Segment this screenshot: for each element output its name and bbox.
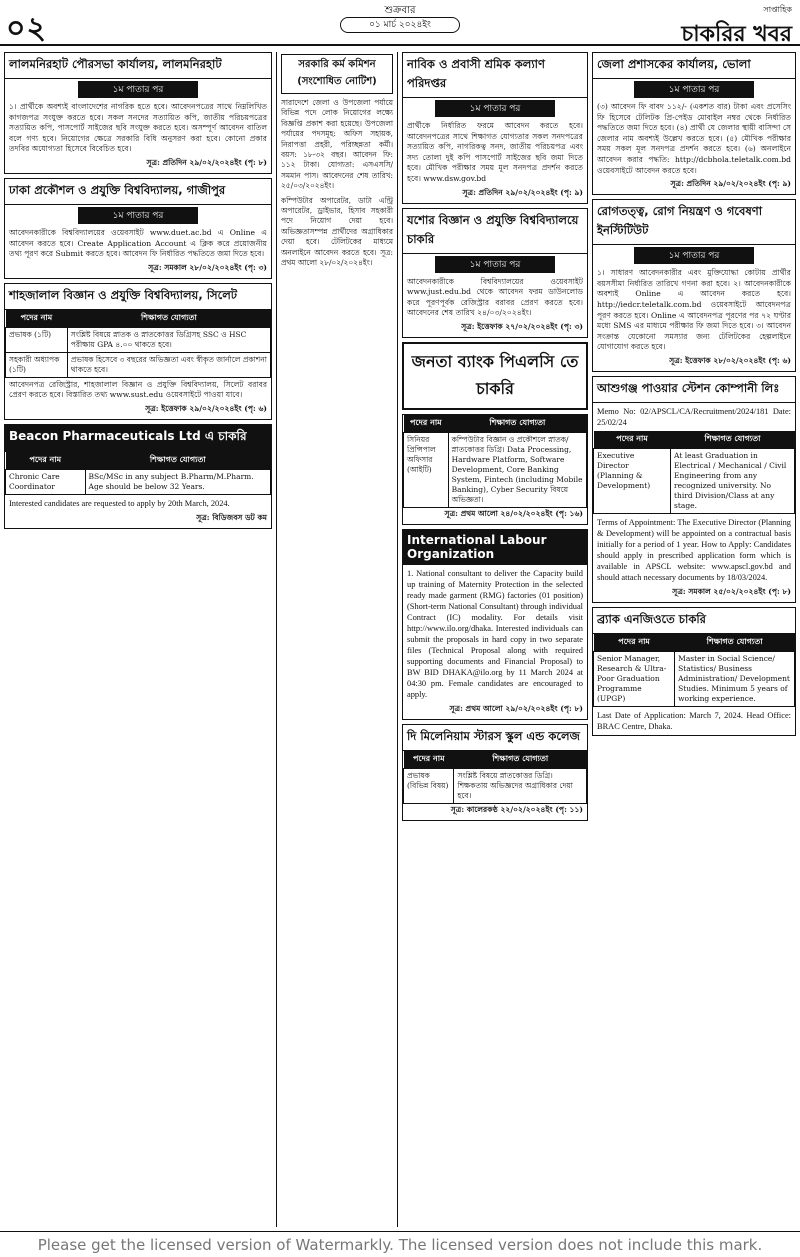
jobs-table	[593, 634, 795, 707]
ad-title: লালমনিরহাট পৌরসভা কার্যালয়, লালমনিরহাট	[5, 53, 271, 79]
ad-body: ১। প্রার্থীকে অবশ্যই বাংলাদেশের নাগরিক হতে হবে। আবেদনপত্রের সাথে নিম্নলিখিত কাগজপত্র সংযুক্ত করতে হবে। সকল সনদের সত্যায়িত কপি, জাতীয় পরিচয়পত্রের সত্যায়িত কপি, পাসপোর্ট সাইজের ছবি সংযুক্ত করতে হবে। অসম্পূর্ণ আবেদন বাতিল বলে গণ্য হবে। নিয়োগের ক্ষেত্রে সরকারি বিধি অনুসরণ করা হবে। কোনো প্রকার তদবির অযোগ্যতা হিসেবে বিবেচিত হবে।	[9, 102, 267, 154]
ad-body: 1. National consultant to deliver the Capacity build up training of Maternity Protection in the selected ready made garment (RMG) factories (01 position) (Short-term National Consultant) through individual Contract (IC) modality. For details visit http://www.ilo.org/dhaka. Interested individuals can submit the proposals in hard copy in two separate files (Technical Proposal along with required supporting documents and Financial Proposal) to BW BID DHAKA@ilo.org by 11 March 2024 at 04:30 pm. Female candidates are encouraged to apply.	[407, 568, 583, 699]
ad-sust	[4, 283, 272, 420]
qual-cell: সংশ্লিষ্ট বিষয়ে স্নাতকোত্তর ডিগ্রি। শিক্ষকতায় অভিজ্ঞদের অগ্রাধিকার দেয়া হবে।	[454, 768, 587, 803]
ad-ashuganj	[592, 376, 796, 603]
ad-title: ব্র্যাক এনজিওতে চাকরি	[593, 608, 795, 634]
ad-brac	[592, 607, 796, 736]
ad-source: সূত্র: কালেরকণ্ঠ ২২/০২/২০২৪ইং (পৃ: ১১)	[450, 804, 583, 814]
ad-source: সূত্র: প্রতিদিন ২৯/০২/২০২৪ইং (পৃ: ৮)	[146, 157, 267, 167]
col-header-qual: শিক্ষাগত যোগ্যতা	[448, 415, 586, 433]
ad-title: দি মিলেনিয়াম স্টারস স্কুল এন্ড কলেজ	[403, 725, 587, 751]
ad-iedcr	[592, 199, 796, 372]
ad-title: International Labour Organization	[403, 530, 587, 565]
jobs-table	[593, 431, 795, 514]
jobs-table	[5, 452, 271, 495]
ad-title: যশোর বিজ্ঞান ও প্রযুক্তি বিশ্ববিদ্যালয়ে চাকরি	[403, 209, 587, 254]
post-cell: সহকারী অধ্যাপক (১টি)	[6, 352, 68, 377]
ad-body: (৩) আবেদন ফি বাবদ ১১২/- (একশত বার) টাকা এবং প্রসেসিং ফি হিসেবে টেলিটক প্রি-পেইড মোবাইল নম্বর থেকে নির্ধারিত পদ্ধতিতে জমা দিতে হবে। (৪) প্রার্থী যে জেলার স্থায়ী বাসিন্দা সে জেলার নাম অবশ্যই উল্লেখ করতে হবে। (৫) মৌখিক পরীক্ষার সময় সকল মূল সনদপত্র প্রদর্শন করতে হবে। (৬) অনলাইনে আবেদন করার পদ্ধতি: http://dcbhola.teletalk.com.bd ওয়েবসাইটে আবেদন করতে হবে।	[597, 102, 791, 175]
ad-body: আবেদনকারীকে বিশ্ববিদ্যালয়ের ওয়েবসাইট www.just.edu.bd থেকে আবেদন ফরম ডাউনলোড করে পূরণপূর্বক রেজিস্ট্রার বরাবর প্রেরণ করতে হবে। আবেদনের শেষ তারিখ ২৪/০৩/২০২৪ইং।	[407, 276, 583, 318]
table-row	[404, 768, 587, 803]
ad-bhola	[592, 52, 796, 195]
table-row	[404, 432, 587, 507]
col-header-qual: শিক্ষাগত যোগ্যতা	[454, 751, 587, 769]
post-cell: সিনিয়র প্রিন্সিপাল অফিসার (আইটি)	[404, 432, 449, 507]
page-number: ০২	[6, 11, 48, 46]
post-cell: Executive Director (Planning & Development)	[594, 448, 671, 513]
post-cell: প্রভাষক (১টি)	[6, 327, 68, 352]
ad-janata	[402, 414, 588, 525]
notice-title: সরকারি কর্ম কমিশন (সংশোধিত নোটিশ)	[281, 54, 393, 94]
col-header-qual: শিক্ষাগত যোগ্যতা	[671, 431, 795, 449]
jobs-table	[403, 415, 587, 508]
continued-label: ১ম পাতার পর	[435, 100, 555, 117]
col-header-post: পদের নাম	[404, 751, 454, 769]
page-header	[0, 0, 800, 46]
col-header-qual: শিক্ষাগত যোগ্যতা	[67, 310, 270, 328]
ad-title: জেলা প্রশাসকের কার্যালয়, ভোলা	[593, 53, 795, 79]
ad-title: Beacon Pharmaceuticals Ltd এ চাকরি	[5, 425, 271, 452]
col-header-post: পদের নাম	[404, 415, 449, 433]
jobs-table	[5, 310, 271, 378]
qual-cell: সংশ্লিষ্ট বিষয়ে স্নাতক ও স্নাতকোত্তর ডিগ্রিসহ SSC ও HSC পরীক্ষায় GPA ৪.০০ থাকতে হবে।	[67, 327, 270, 352]
ad-title: রোগতত্ত্ব, রোগ নিয়ন্ত্রণ ও গবেষণা ইনস্টিটিউট	[593, 200, 795, 245]
post-cell: Chronic Care Coordinator	[6, 469, 86, 494]
ad-body: Interested candidates are requested to apply by 20th March, 2024.	[9, 498, 230, 508]
col-header-post: পদের নাম	[594, 431, 671, 449]
column-center	[402, 52, 588, 1227]
ad-duet	[4, 178, 272, 279]
table-row	[6, 327, 271, 352]
ad-source: সূত্র: প্রথম আলো ২৪/০২/২০২৪ইং (পৃ: ১৬)	[444, 508, 583, 518]
jobs-table	[403, 751, 587, 804]
ad-source: সূত্র: ইত্তেফাক ২৯/০২/২০২৪ইং (পৃ: ৬)	[145, 403, 267, 413]
notice-body: সারাদেশে জেলা ও উপজেলা পর্যায়ে বিভিন্ন পদে লোক নিয়োগের লক্ষ্যে বিজ্ঞপ্তি প্রকাশ করা হয়েছে। উপজেলা পর্যায়ের পদসমূহ: অফিস সহায়ক, নিরাপত্তা প্রহরী, পরিচ্ছন্নতা কর্মী। বয়স: ১৮-৩২ বছর। আবেদন ফি: ১১২ টাকা। যোগ্যতা: এসএসসি/সমমান পাস। আবেদনের শেষ তারিখ: ২৫/০৩/২০২৪ইং।	[281, 98, 393, 191]
table-row	[594, 651, 795, 706]
table-row	[6, 352, 271, 377]
watermark-banner: Please get the licensed version of Watermarkly. The licensed version does not include this mark.	[0, 1231, 800, 1257]
col-header-qual: শিক্ষাগত যোগ্যতা	[85, 452, 270, 470]
ad-body: আবেদনকারীকে বিশ্ববিদ্যালয়ের ওয়েবসাইট www.duet.ac.bd এ Online এ আবেদন করতে হবে। Create Application Account এ ক্লিক করে প্রয়োজনীয় তথ্য পূরণ করে Submit করতে হবে। আবেদন ফি নির্ধারিত পদ্ধতিতে জমা দিতে হবে।	[9, 227, 267, 259]
table-row	[6, 469, 271, 494]
continued-label: ১ম পাতার পর	[634, 81, 754, 98]
ad-naabik	[402, 52, 588, 204]
ad-source: সূত্র: প্রতিদিন ২৯/০২/২০২৪ইং (পৃ: ৯)	[462, 187, 583, 197]
qual-cell: BSc/MSc in any subject B.Pharm/M.Pharm. Age should be below 32 Years.	[85, 469, 270, 494]
post-cell: প্রভাষক (বিভিন্ন বিষয়)	[404, 768, 454, 803]
continued-label: ১ম পাতার পর	[435, 256, 555, 273]
column-middle	[276, 52, 398, 1227]
ad-source: সূত্র: ইত্তেফাক ২৮/০২/২০২৪ইং (পৃ: ৬)	[669, 355, 791, 365]
column-left	[4, 52, 272, 1227]
ad-millennium	[402, 724, 588, 821]
ad-source: সূত্র: বিডিজবস ডট কম	[196, 512, 267, 522]
continued-label: ১ম পাতার পর	[634, 247, 754, 264]
continued-label: ১ম পাতার পর	[78, 207, 198, 224]
ad-body: আবেদনপত্র রেজিস্ট্রার, শাহজালাল বিজ্ঞান ও প্রযুক্তি বিশ্ববিদ্যালয়, সিলেট বরাবর প্রেরণ করতে হবে। বিস্তারিত তথ্য www.sust.edu ওয়েবসাইটে পাওয়া যাবে।	[9, 379, 267, 400]
table-row	[594, 448, 795, 513]
ad-lalmonirhat	[4, 52, 272, 174]
qual-cell: কম্পিউটার বিজ্ঞান ও প্রকৌশলে স্নাতক/স্নাতকোত্তর ডিগ্রি। Data Processing, Hardware Platform, Software Development, Core Banking System, Fintech (including Mobile Banking), Cyber Security বিষয়ে অভিজ্ঞতা।	[448, 432, 586, 507]
ad-janata-banner: জনতা ব্যাংক পিএলসি তে চাকরি	[402, 342, 588, 410]
masthead-title: চাকরির খবর	[681, 22, 792, 47]
continued-label: ১ম পাতার পর	[78, 81, 198, 98]
qual-cell: At least Graduation in Electrical / Mechanical / Civil Engineering from any recognized university. No third Division/Class at any stage.	[671, 448, 795, 513]
masthead	[681, 4, 792, 54]
col-header-post: পদের নাম	[594, 634, 675, 652]
ad-source: সূত্র: সমকাল ২৫/০২/২০২৪ইং (পৃ: ৮)	[672, 586, 791, 596]
ad-just	[402, 208, 588, 338]
ad-body: Terms of Appointment: The Executive Director (Planning & Development) will be appointed on a contractual basis initially for a period of 1 year. How to Apply: Candidates should apply in prescribed application form which is available in APSCL website: www.apscl.gov.bd and should attach necessary documents by 18/03/2024.	[597, 517, 791, 582]
ad-title: ঢাকা প্রকৌশল ও প্রযুক্তি বিশ্ববিদ্যালয়, গাজীপুর	[5, 179, 271, 205]
ad-source: সূত্র: সমকাল ২৮/০২/২০২৪ইং (পৃ: ৩)	[148, 262, 267, 272]
ad-source: সূত্র: প্রথম আলো ২৯/০২/২০২৪ইং (পৃ: ৮)	[449, 703, 583, 713]
notice-body-2: কম্পিউটার অপারেটর, ডাটা এন্ট্রি অপারেটর, ড্রাইভার, হিসাব সহকারী পদে নিয়োগ দেয়া হবে। অভিজ্ঞতাসম্পন্ন প্রার্থীদের অগ্রাধিকার দেয়া হবে। টেলিটকের মাধ্যমে অনলাইনে আবেদন করতে হবে। সূত্র: প্রথম আলো ২৮/০২/২০২৪ইং।	[281, 195, 393, 268]
ad-ilo	[402, 529, 588, 720]
memo-line: Memo No: 02/APSCL/CA/Recruitment/2024/181 Date: 25/02/24	[597, 406, 791, 427]
col-header-qual: শিক্ষাগত যোগ্যতা	[675, 634, 795, 652]
ad-title: আশুগঞ্জ পাওয়ার স্টেশন কোম্পানী লিঃ	[593, 377, 795, 403]
ad-body: প্রার্থীকে নির্ধারিত ফরমে আবেদন করতে হবে। আবেদনপত্রের সাথে শিক্ষাগত যোগ্যতার সকল সনদপত্রের সত্যায়িত কপি, নাগরিকত্ব সনদ, জাতীয় পরিচয়পত্র এবং সদ্য তোলা দুই কপি পাসপোর্ট সাইজের ছবি জমা দিতে হবে। মৌখিক পরীক্ষার সময় মূল সনদপত্র প্রদর্শন করতে হবে। www.dsw.gov.bd	[407, 121, 583, 183]
ad-source: সূত্র: ইত্তেফাক ২৭/০২/২০২৪ইং (পৃ: ৩)	[461, 321, 583, 331]
ad-title: নাবিক ও প্রবাসী শ্রমিক কল্যাণ পরিদপ্তর	[403, 53, 587, 98]
ad-body: Last Date of Application: March 7, 2024. Head Office: BRAC Centre, Dhaka.	[597, 710, 791, 731]
column-right	[592, 52, 796, 1227]
qual-cell: Master in Social Science/ Statistics/ Business Administration/ Development Studies. Minimum 5 years of working experience.	[675, 651, 795, 706]
ad-body: ১। সাধারণ আবেদনকারীর এবং মুক্তিযোদ্ধা কোটায় প্রার্থীর বয়সসীমা নির্ধারিত তারিখে গণনা করা হবে। ২। আবেদনকারীকে অবশ্যই Online এ আবেদন করতে হবে। http://iedcr.teletalk.com.bd ওয়েবসাইটে আবেদনপত্র পূরণ করতে হবে। Online এ আবেদনপত্র পূরণের পর ৭২ ঘণ্টার মধ্যে SMS এর মাধ্যমে পরীক্ষার ফি জমা দিতে হবে। ৩। আবেদন সংক্রান্ত যেকোনো সমস্যার জন্য টেলিটকের হেল্পলাইনে যোগাযোগ করতে হবে।	[597, 268, 791, 352]
qual-cell: প্রভাষক হিসেবে ৩ বছরের অভিজ্ঞতা এবং স্বীকৃত জার্নালে প্রকাশনা থাকতে হবে।	[67, 352, 270, 377]
col-header-post: পদের নাম	[6, 310, 68, 328]
ad-source: সূত্র: প্রতিদিন ২৯/০২/২০২৪ইং (পৃ: ৯)	[670, 179, 791, 189]
col-header-post: পদের নাম	[6, 452, 86, 470]
ad-beacon	[4, 424, 272, 529]
masthead-small: সাপ্তাহিক	[763, 5, 792, 14]
post-cell: Senior Manager, Research & Ultra-Poor Graduation Programme (UPGP)	[594, 651, 675, 706]
ad-title: শাহজালাল বিজ্ঞান ও প্রযুক্তি বিশ্ববিদ্যালয়, সিলেট	[5, 284, 271, 310]
issue-day: শুক্রবার	[384, 5, 416, 16]
issue-date: ০১ মার্চ ২০২৪ইং	[340, 17, 460, 33]
